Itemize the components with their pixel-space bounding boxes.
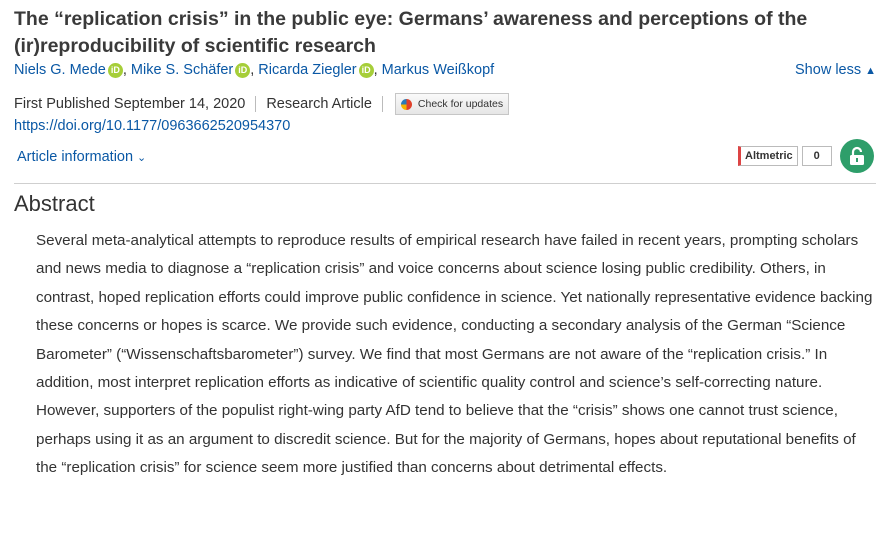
- altmetric-score: 0: [802, 146, 832, 166]
- abstract-text: Several meta-analytical attempts to reproduce results of empirical research have failed in recent years, prompting scholars and news media to diagnose a “replication crisis” and voice concerns about science losing public credibility. Others, in contrast, hoped replication efforts could improve public confidence in science. Yet nationally representative evidence backing these concerns or hopes is scarce. We provide such evidence, conducting a secondary analysis of the German “Science Barometer” (“Wissenschaftsbarometer”) survey. We find that most Germans are not aware of the “replication crisis.” In addition, most interpret replication efforts as indicative of scientific quality control and science’s self-correcting nature. However, supporters of the populist right-wing party AfD tend to believe that the “crisis” shows one cannot trust science, perhaps using it as an argument to discredit science. But for the majority of Germans, hopes about reputational benefits of the “replication crisis” for science seem more justified than concerns about detrimental effects.: [36, 232, 873, 477]
- crossmark-icon: [401, 99, 412, 110]
- orcid-icon[interactable]: iD: [108, 63, 123, 78]
- check-for-updates-button[interactable]: [395, 93, 509, 115]
- abstract-heading: Abstract: [14, 191, 95, 216]
- open-access-icon[interactable]: [840, 139, 874, 173]
- author-separator: ,: [122, 62, 127, 78]
- divider: [382, 96, 383, 112]
- article-information-label: Article information: [17, 149, 134, 165]
- author-link[interactable]: Mike S. Schäfer: [130, 62, 234, 78]
- section-divider: [14, 183, 876, 184]
- altmetric-logo: Altmetric: [738, 146, 798, 166]
- author-list: [14, 62, 494, 78]
- altmetric-badge[interactable]: [738, 146, 832, 166]
- author-link[interactable]: Ricarda Ziegler: [258, 62, 357, 78]
- divider: [255, 96, 256, 112]
- show-less-label: Show less: [795, 62, 862, 78]
- author-link[interactable]: Markus Weißkopf: [381, 62, 495, 78]
- publication-info-row: [14, 93, 509, 115]
- article-type: Research Article: [266, 96, 372, 112]
- author-link[interactable]: Niels G. Mede: [14, 62, 106, 78]
- orcid-icon[interactable]: iD: [359, 63, 374, 78]
- chevron-up-icon: ▲: [865, 65, 876, 77]
- check-for-updates-label: Check for updates: [417, 98, 504, 110]
- article-information-toggle[interactable]: [17, 149, 146, 165]
- article-title: The “replication crisis” in the public eye: Germans’ awareness and perceptions of the (ir)reproducibility of scientific research: [14, 8, 808, 57]
- published-date: First Published September 14, 2020: [14, 96, 246, 112]
- doi-link[interactable]: https://doi.org/10.1177/0963662520954370: [14, 118, 291, 134]
- unlocked-padlock-icon: [848, 146, 866, 166]
- author-separator: ,: [250, 62, 255, 78]
- orcid-icon[interactable]: iD: [235, 63, 250, 78]
- chevron-down-icon: ⌄: [137, 152, 147, 164]
- author-separator: ,: [373, 62, 378, 78]
- show-less-toggle[interactable]: [795, 62, 876, 78]
